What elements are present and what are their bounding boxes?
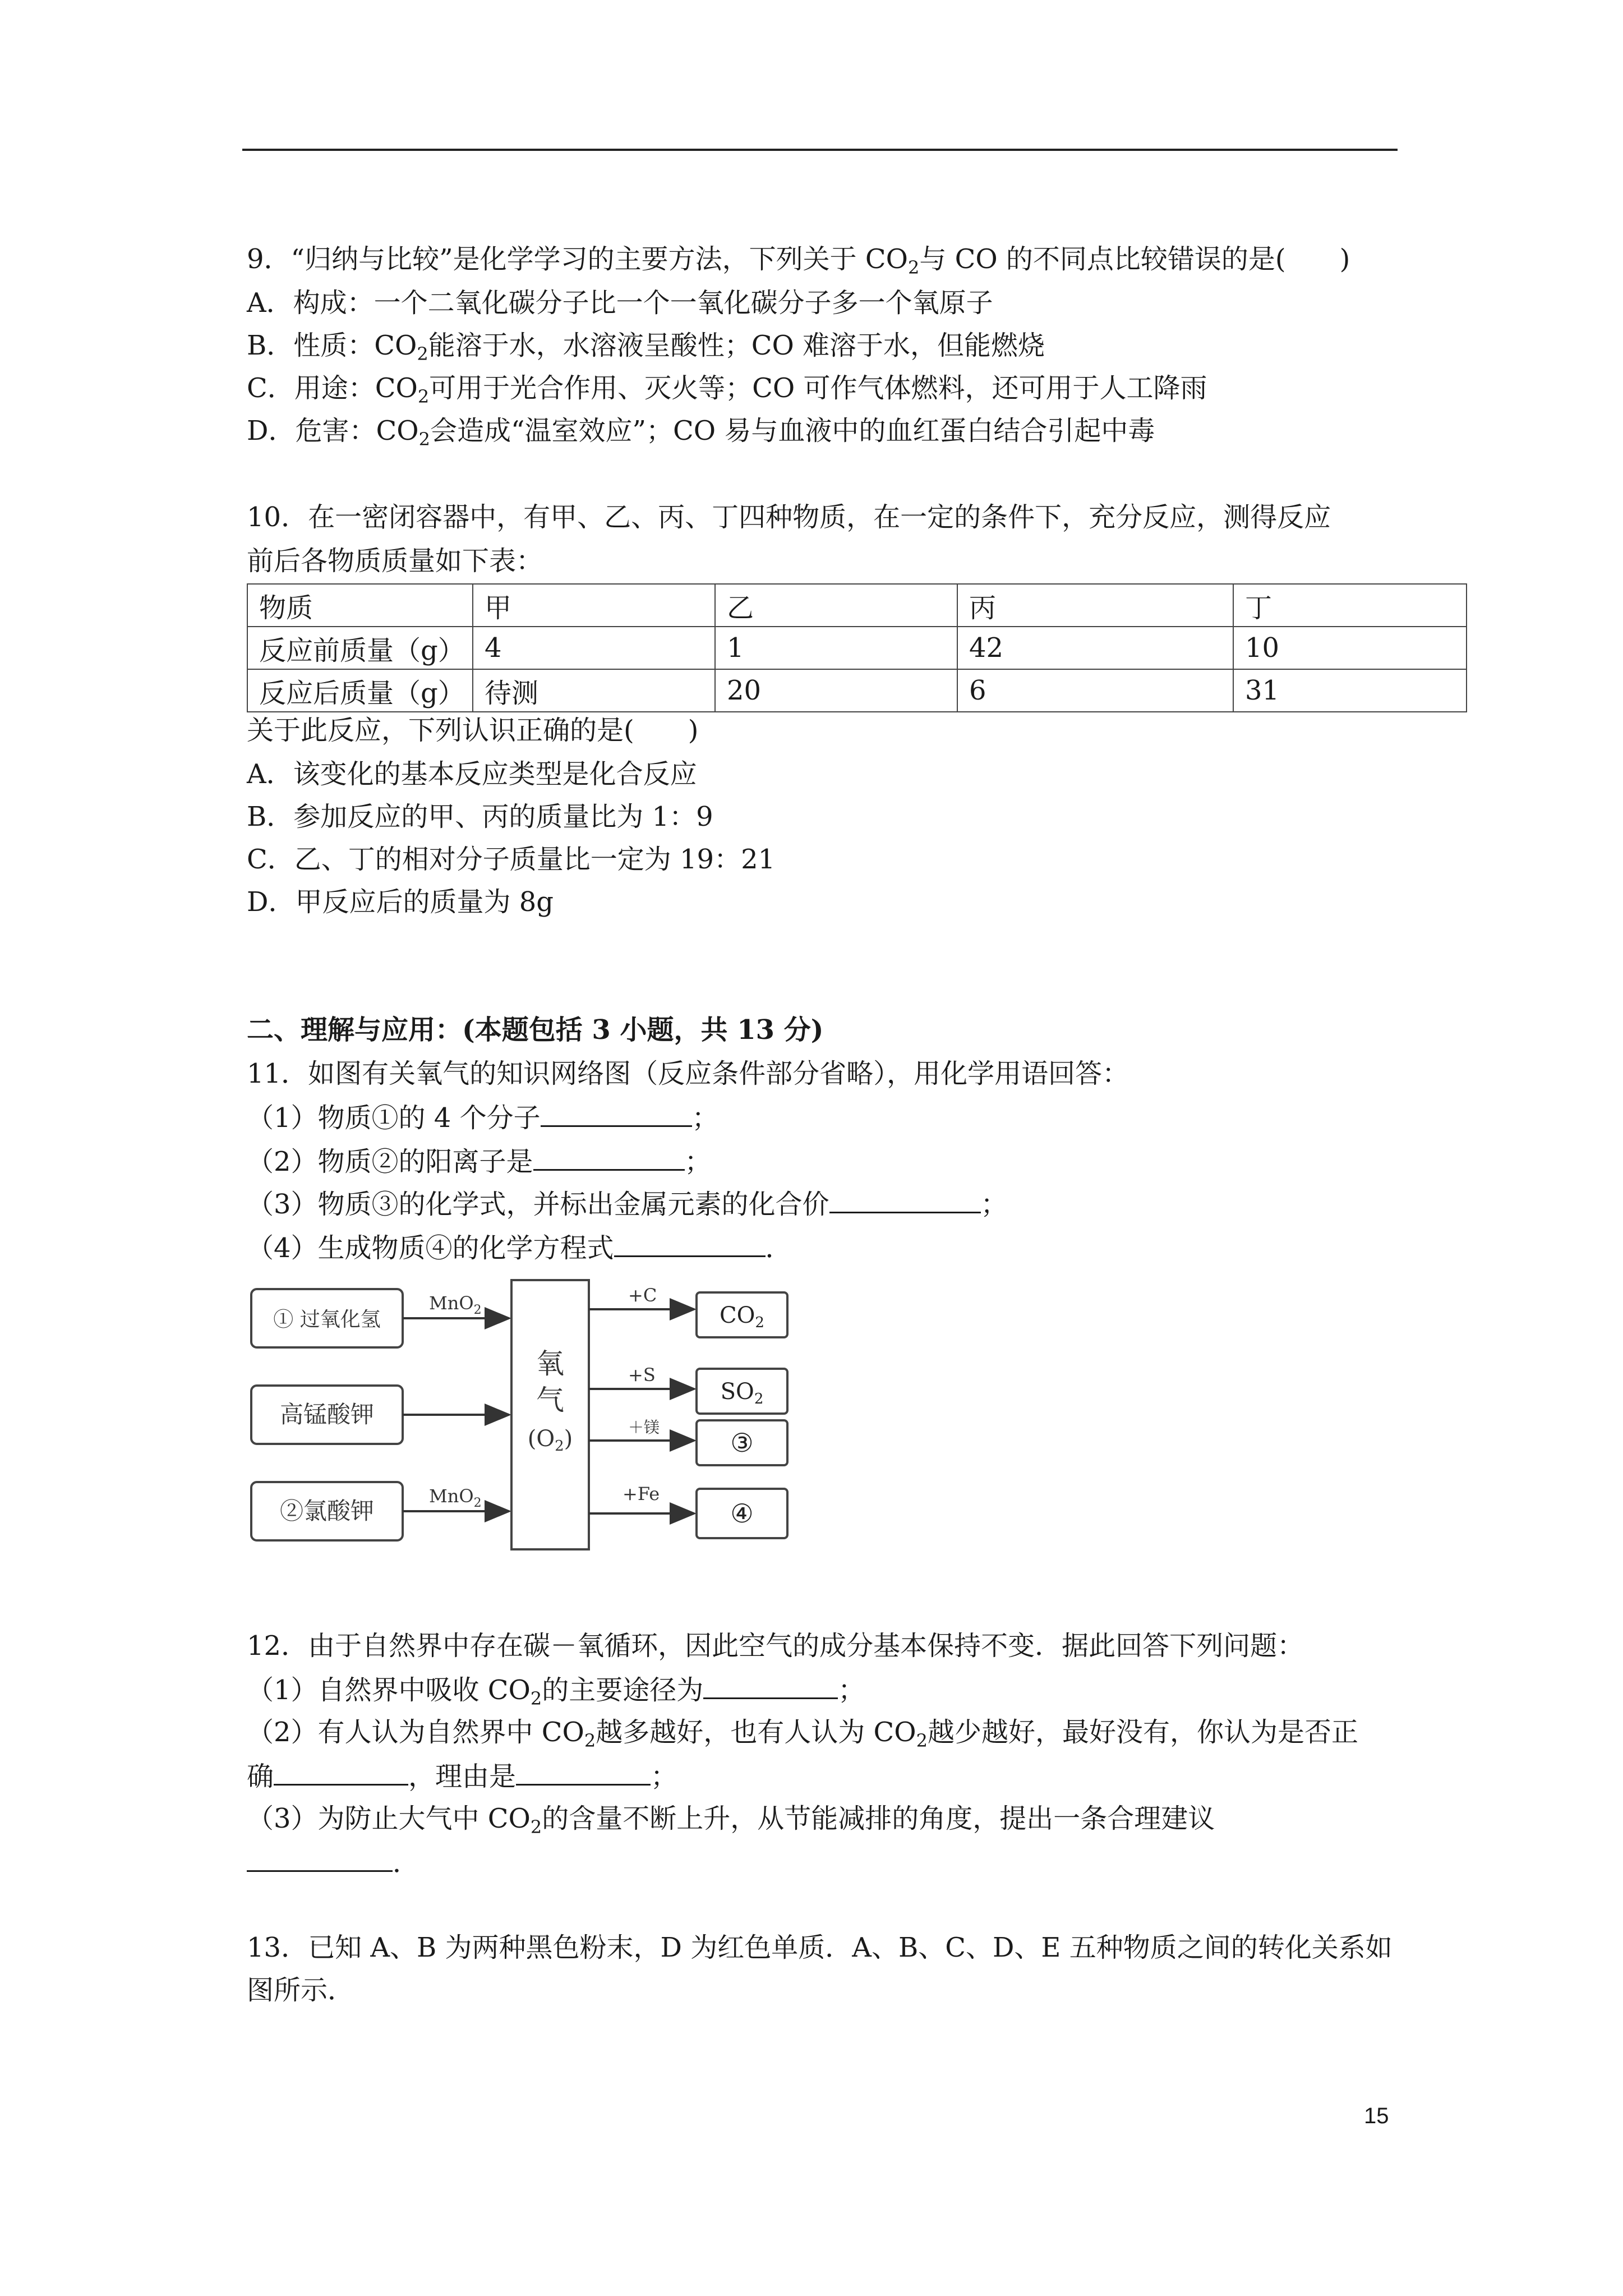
table-row [247, 669, 1467, 712]
q11-part1: （1）物质①的 4 个分子 ； [247, 1101, 719, 1135]
oxygen-label-char1: 氧 [536, 1347, 564, 1380]
product-so2-label: $SO_2$ [720, 1379, 764, 1407]
q10-stem-line2: 前后各物质质量如下表： [247, 545, 543, 577]
q12-part2-line2: 确 ，理由是 ； [247, 1759, 677, 1793]
answer-blank[interactable] [533, 1144, 685, 1171]
table-cell: 待测 [473, 669, 715, 712]
table-cell: 反应前质量（g） [247, 627, 473, 669]
q11-stem: 11．如图有关氧气的知识网络图（反应条件部分省略），用化学用语回答： [247, 1058, 1129, 1089]
answer-blank[interactable] [829, 1187, 981, 1213]
q10-stem-line1: 10．在一密闭容器中，有甲、乙、丙、丁四种物质，在一定的条件下，充分反应，测得反应 [247, 501, 1331, 533]
table-cell: 6 [957, 669, 1233, 712]
reactant-sulfur-label: +S [628, 1364, 656, 1386]
reactant-iron-label: +Fe [623, 1483, 660, 1504]
answer-blank[interactable] [541, 1101, 692, 1127]
table-header-cell: 物质 [247, 584, 473, 627]
q9-option-d: D．危害：$CO_2$会造成“温室效应”；CO 易与血液中的血红蛋白结合引起中毒 [247, 415, 1155, 450]
answer-blank[interactable] [703, 1673, 838, 1699]
oxygen-label-char2: 气 [536, 1384, 564, 1416]
table-cell: 42 [957, 627, 1233, 669]
table-cell: 4 [473, 627, 715, 669]
reactant-magnesium-label: ＋镁 [628, 1418, 660, 1437]
catalyst-label: MnO$_2$ [429, 1292, 482, 1317]
q9-option-c: C．用途：$CO_2$可用于光合作用、灭火等；CO 可作气体燃料，还可用于人工降雨 [247, 372, 1207, 407]
table-cell: 1 [715, 627, 957, 669]
table-cell: 20 [715, 669, 957, 712]
hydrogen-peroxide-label: ① 过氧化氢 [273, 1308, 381, 1331]
q12-part3-line2: ． [247, 1846, 419, 1880]
answer-blank[interactable] [516, 1759, 651, 1786]
potassium-chlorate-label: ②氯酸钾 [279, 1497, 375, 1525]
q13-line2: 图所示． [247, 1975, 355, 2006]
catalyst-label: MnO$_2$ [429, 1485, 482, 1510]
page-number: 15 [1364, 2104, 1389, 2128]
section-title: 二、理解与应用：(本题包括 3 小题，共 13 分) [247, 1014, 824, 1046]
q10-mass-table [247, 583, 1467, 712]
answer-blank[interactable] [274, 1759, 408, 1786]
oxygen-formula: $(O_2)$ [527, 1426, 573, 1455]
product-co2-label: $CO_2$ [720, 1303, 764, 1331]
table-header-cell: 甲 [473, 584, 715, 627]
table-row [247, 627, 1467, 669]
q9-option-b: B．性质：$CO_2$能溶于水，水溶液呈酸性；CO 难溶于水，但能燃烧 [247, 330, 1045, 365]
table-header-cell: 丁 [1233, 584, 1467, 627]
table-header-cell: 乙 [715, 584, 957, 627]
potassium-permanganate-label: 高锰酸钾 [279, 1401, 375, 1428]
q9-stem: 9．“归纳与比较”是化学学习的主要方法，下列关于 $CO_2$与 CO 的不同点比较错误的是( ) [247, 243, 1350, 278]
q12-stem: 12．由于自然界中存在碳－氧循环，因此空气的成分基本保持不变．据此回答下列问题： [247, 1630, 1304, 1662]
oxygen-network-diagram [247, 1278, 813, 1553]
header-rule [242, 149, 1398, 151]
table-cell: 10 [1233, 627, 1467, 669]
reactant-carbon-label: +C [628, 1285, 657, 1306]
q10-question: 关于此反应，下列认识正确的是( ) [247, 715, 699, 746]
q13-line1: 13．已知 A、B 为两种黑色粉末，D 为红色单质．A、B、C、D、E 五种物质之间的转化关系如 [247, 1932, 1393, 1963]
product-4-label: ④ [730, 1498, 754, 1529]
table-header-row [247, 584, 1467, 627]
table-cell: 31 [1233, 669, 1467, 712]
q10-option-b: B．参加反应的甲、丙的质量比为 1：9 [247, 801, 713, 832]
q12-part1: （1）自然界中吸收 $CO_2$的主要途径为 ； [247, 1673, 865, 1707]
q10-option-c: C．乙、丁的相对分子质量比一定为 19：21 [247, 844, 776, 875]
table-cell: 反应后质量（g） [247, 669, 473, 712]
q11-part2: （2）物质②的阳离子是 ； [247, 1144, 712, 1179]
q10-option-d: D．甲反应后的质量为 8g [247, 886, 554, 918]
q12-part3: （3）为防止大气中 $CO_2$的含量不断上升，从节能减排的角度，提出一条合理建议 [247, 1803, 1215, 1838]
q11-part3: （3）物质③的化学式，并标出金属元素的化合价 ； [247, 1187, 1008, 1221]
q11-part4: （4）生成物质④的化学方程式 ． [247, 1231, 792, 1265]
q10-option-a: A．该变化的基本反应类型是化合反应 [247, 758, 697, 790]
table-header-cell: 丙 [957, 584, 1233, 627]
product-3-label: ③ [730, 1428, 754, 1458]
q9-option-a: A．构成：一个二氧化碳分子比一个一氧化碳分子多一个氧原子 [247, 287, 993, 319]
q12-part2: （2）有人认为自然界中 $CO_2$越多越好，也有人认为 $CO_2$越少越好，最好没有，你认为是否正 [247, 1717, 1358, 1751]
answer-blank[interactable] [614, 1231, 766, 1257]
answer-blank[interactable] [247, 1846, 393, 1872]
